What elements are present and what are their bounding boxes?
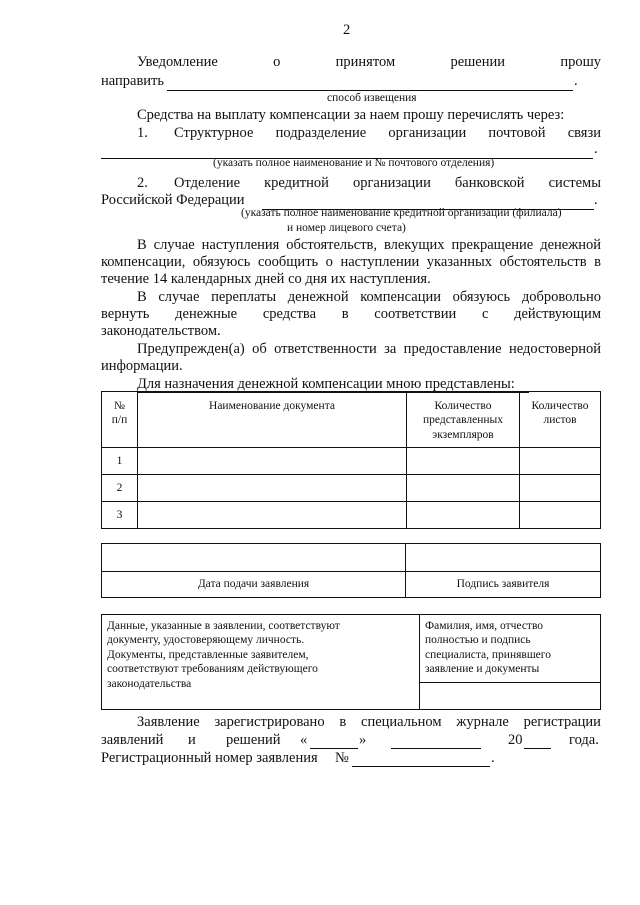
para1-line2: компенсации, обязуюсь сообщить о наступлении указанных обстоятельств в bbox=[101, 254, 601, 270]
item2-text bbox=[174, 175, 601, 192]
reg-number-field[interactable] bbox=[352, 766, 490, 767]
period: . bbox=[594, 141, 598, 157]
sheets-cell[interactable] bbox=[520, 475, 601, 502]
word: почтовой bbox=[488, 125, 546, 141]
para2-line2 bbox=[101, 306, 601, 323]
word: зарегистрировано bbox=[214, 714, 325, 730]
header-number-line1: № bbox=[114, 400, 125, 412]
signature-label-row bbox=[102, 572, 601, 598]
reg-month-field[interactable] bbox=[391, 748, 481, 749]
word: банковской bbox=[454, 175, 525, 191]
doc-name-cell[interactable] bbox=[138, 475, 407, 502]
table-row bbox=[102, 502, 601, 529]
notification-line-1 bbox=[137, 54, 601, 71]
header-copies-line3: экземпляров bbox=[432, 428, 494, 441]
word: Уведомление bbox=[137, 54, 218, 70]
header-copies-line2: представленных bbox=[423, 414, 503, 427]
reg-word: решений bbox=[226, 732, 281, 748]
specialist-label bbox=[420, 615, 601, 683]
header-sheets bbox=[520, 392, 601, 448]
reg-number-sign: № bbox=[335, 750, 349, 766]
header-number-line2: п/п bbox=[111, 414, 128, 427]
sheets-cell[interactable] bbox=[520, 448, 601, 475]
header-doc-name: Наименование документа bbox=[138, 392, 407, 448]
word: в bbox=[341, 306, 349, 322]
reg-year-field[interactable] bbox=[524, 748, 551, 749]
word: кредитной bbox=[264, 175, 329, 191]
reg-number-label: Регистрационный номер заявления bbox=[101, 750, 318, 766]
payment-intro: Средства на выплату компенсации за наем прошу перечислять через: bbox=[137, 107, 565, 123]
item1-text bbox=[174, 125, 601, 142]
specialist-line: полностью и подпись bbox=[425, 634, 531, 647]
word: подразделение bbox=[275, 125, 367, 141]
signature-label: Подпись заявителя bbox=[406, 572, 601, 598]
documents-table bbox=[101, 391, 601, 529]
word: организации bbox=[352, 175, 431, 191]
reg-word: заявлений bbox=[101, 732, 164, 748]
specialist-signature-field[interactable] bbox=[420, 683, 601, 710]
notification-hint: способ извещения bbox=[327, 92, 417, 104]
reg-year-suffix: года. bbox=[569, 732, 599, 748]
word: вернуть bbox=[101, 306, 150, 322]
signature-field[interactable] bbox=[406, 544, 601, 572]
para1-line1: В случае наступления обстоятельств, влекущих прекращение денежной bbox=[137, 237, 601, 253]
row-number: 3 bbox=[102, 502, 138, 529]
statement-line: документу, удостоверяющему личность. bbox=[107, 634, 305, 647]
verification-statement bbox=[102, 615, 420, 710]
word: регистрации bbox=[523, 714, 601, 730]
item1-number: 1. bbox=[137, 125, 148, 141]
notification-line-2-label: направить bbox=[101, 73, 165, 89]
reg-day-field[interactable] bbox=[310, 748, 358, 749]
word: Заявление bbox=[137, 714, 200, 730]
registration-line-1 bbox=[137, 714, 601, 731]
reg-word: и bbox=[188, 732, 196, 748]
reg-year-prefix: 20 bbox=[508, 732, 523, 748]
signature-input-row bbox=[102, 544, 601, 572]
quote-open: « bbox=[300, 732, 308, 748]
word: журнале bbox=[456, 714, 509, 730]
word: с bbox=[481, 306, 489, 322]
word: организации bbox=[388, 125, 467, 141]
word: средства bbox=[262, 306, 316, 322]
para2-line3: законодательством. bbox=[101, 323, 221, 339]
page-number: 2 bbox=[343, 22, 351, 38]
word: связи bbox=[567, 125, 601, 141]
header-sheets-line2: листов bbox=[543, 414, 577, 427]
doc-name-cell[interactable] bbox=[138, 448, 407, 475]
word: прошу bbox=[560, 54, 601, 70]
specialist-line: Фамилия, имя, отчество bbox=[425, 620, 544, 632]
date-label: Дата подачи заявления bbox=[102, 572, 406, 598]
header-copies bbox=[407, 392, 520, 448]
word: соответствии bbox=[374, 306, 457, 322]
statement-line: Документы, представленные заявителем, bbox=[107, 648, 309, 661]
copies-cell[interactable] bbox=[407, 475, 520, 502]
date-field[interactable] bbox=[102, 544, 406, 572]
verification-table bbox=[101, 614, 601, 710]
statement-line: Данные, указанные в заявлении, соответствуют bbox=[107, 620, 340, 632]
verification-row bbox=[102, 615, 601, 683]
table-row bbox=[102, 448, 601, 475]
specialist-line: заявление и документы bbox=[425, 663, 540, 676]
signature-table bbox=[101, 543, 601, 598]
quote-close: » bbox=[359, 732, 367, 748]
item2-line2: Российской Федерации bbox=[101, 192, 245, 208]
item2-number: 2. bbox=[137, 175, 148, 191]
para3-line2: информации. bbox=[101, 358, 183, 374]
table-header-row bbox=[102, 392, 601, 448]
period: . bbox=[491, 750, 495, 766]
period: . bbox=[594, 192, 598, 208]
sheets-cell[interactable] bbox=[520, 502, 601, 529]
doc-name-cell[interactable] bbox=[138, 502, 407, 529]
item2-hint-2: и номер лицевого счета) bbox=[287, 222, 406, 234]
para3-line1: Предупрежден(а) об ответственности за предоставление недостоверной bbox=[137, 341, 601, 357]
statement-line: законодательства bbox=[107, 677, 192, 690]
notification-method-field[interactable] bbox=[167, 90, 573, 91]
word: системы bbox=[548, 175, 601, 191]
word: Структурное bbox=[174, 125, 254, 141]
header-number bbox=[102, 392, 138, 448]
statement-line: соответствуют требованиям действующего bbox=[107, 663, 318, 676]
word: о bbox=[273, 54, 281, 70]
period: . bbox=[574, 73, 578, 89]
word: принятом bbox=[335, 54, 396, 70]
header-sheets-line1: Количество bbox=[531, 400, 589, 412]
copies-cell[interactable] bbox=[407, 448, 520, 475]
word: в bbox=[339, 714, 347, 730]
header-copies-line1: Количество bbox=[434, 400, 492, 412]
row-number: 2 bbox=[102, 475, 138, 502]
word: денежные bbox=[175, 306, 238, 322]
para2-line1: В случае переплаты денежной компенсации обязуюсь добровольно bbox=[137, 289, 601, 305]
copies-cell[interactable] bbox=[407, 502, 520, 529]
row-number: 1 bbox=[102, 448, 138, 475]
specialist-line: специалиста, принявшего bbox=[425, 648, 551, 661]
para1-line3: течение 14 календарных дней со дня их наступления. bbox=[101, 271, 431, 287]
docs-table-caption: Для назначения денежной компенсации мною представлены: bbox=[137, 376, 515, 392]
table-row bbox=[102, 475, 601, 502]
word: решении bbox=[450, 54, 506, 70]
item1-hint: (указать полное наименование и № почтового отделения) bbox=[213, 157, 495, 169]
word: действующим bbox=[514, 306, 601, 322]
word: специальном bbox=[361, 714, 442, 730]
word: Отделение bbox=[174, 175, 241, 191]
item2-hint-1: (указать полное наименование кредитной организации (филиала) bbox=[241, 207, 562, 219]
